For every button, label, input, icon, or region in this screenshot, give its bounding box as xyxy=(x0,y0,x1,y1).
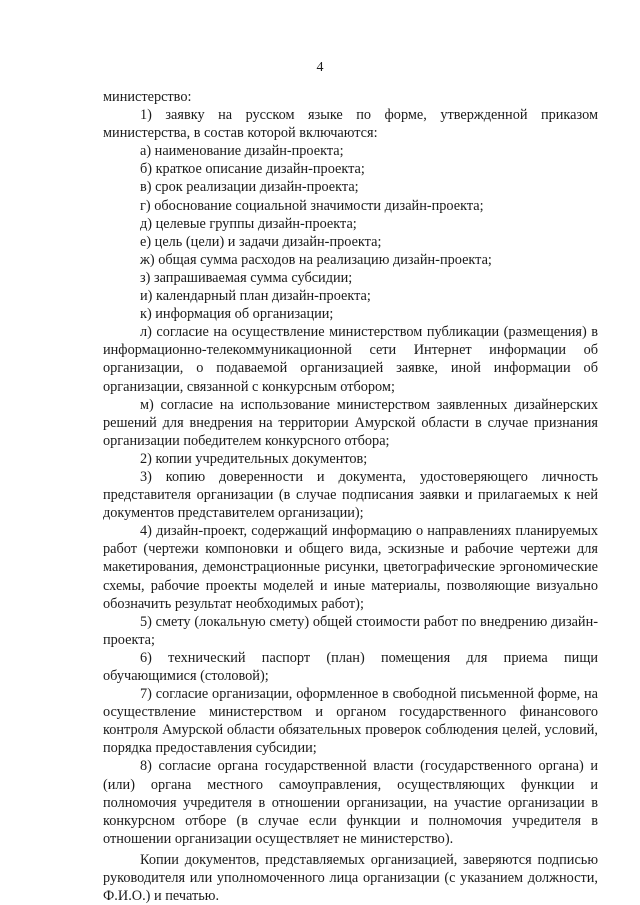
page-number: 4 xyxy=(316,60,324,75)
paragraph-item-2: 2) копии учредительных документов; xyxy=(140,450,368,467)
paragraph-item-4: 4) дизайн-проект, содержащий информацию о направлениях планируемых работ (чертежи компоновки и общего вида, эскизные и рабочие чертежи для макетирования, демонстрационные рисунки, цветографические эргономические схемы, рабочие проекты моделей и иные материалы, позволяющие визуально обозначить результат необходимых работ); xyxy=(103,523,598,612)
subitem-e: е) цель (цели) и задачи дизайн-проекта; xyxy=(140,233,382,250)
subitem-z: з) запрашиваемая сумма субсидии; xyxy=(140,269,353,286)
paragraph-copies-note: Копии документов, представляемых организацией, заверяются подписью руководителя или уполномоченного лица организации (с указанием должности, Ф.И.О.) и печатью. xyxy=(103,851,598,905)
subitem-m: м) согласие на использование министерством заявленных дизайнерских решений для внедрения на территории Амурской области в случае признания организации победителем конкурсного отбора; xyxy=(103,396,598,449)
subitem-zh: ж) общая сумма расходов на реализацию дизайн-проекта; xyxy=(140,251,492,268)
subitem-b: б) краткое описание дизайн-проекта; xyxy=(140,161,365,178)
paragraph-intro: министерство: xyxy=(103,89,192,105)
subitem-d: д) целевые группы дизайн-проекта; xyxy=(140,215,357,232)
subitem-k: к) информация об организации; xyxy=(140,306,334,323)
subitem-v: в) срок реализации дизайн-проекта; xyxy=(140,179,359,196)
subitem-l: л) согласие на осуществление министерством публикации (размещения) в информационно-телекоммуникационной сети Интернет информации об организации, о подаваемой организацией заявке, иной информации об организации, связанной с конкурсным отбором; xyxy=(103,324,598,395)
document-body xyxy=(103,88,598,905)
subitem-a: а) наименование дизайн-проекта; xyxy=(140,143,344,160)
subitem-i: и) календарный план дизайн-проекта; xyxy=(140,288,371,305)
paragraph-item-3: 3) копию доверенности и документа, удостоверяющего личность представителя организации (в случае подписания заявки и прилагаемых к ней документов представителем организации); xyxy=(103,468,598,522)
paragraph-item-8: 8) согласие органа государственной власти (государственного органа) и (или) органа местного самоуправления, осуществляющих функции и полномочия учредителя в отношении организации, на участие организации в конкурсном отборе (в случае если функции и полномочия учредителя в отношении организации осуществляет не министерство). xyxy=(103,758,598,847)
paragraph-item-1: 1) заявку на русском языке по форме, утвержденной приказом министерства, в состав которой включаются: xyxy=(103,107,598,142)
paragraph-item-6: 6) технический паспорт (план) помещения для приема пищи обучающимися (столовой); xyxy=(103,649,598,684)
subitem-g: г) обоснование социальной значимости дизайн-проекта; xyxy=(140,197,484,214)
paragraph-item-7: 7) согласие организации, оформленное в свободной письменной форме, на осуществление министерством и органом государственного финансового контроля Амурской области обязательных проверок соблюдения целей, условий, порядка предоставления субсидии; xyxy=(103,686,598,757)
paragraph-item-5: 5) смету (локальную смету) общей стоимости работ по внедрению дизайн-проекта; xyxy=(103,613,598,648)
